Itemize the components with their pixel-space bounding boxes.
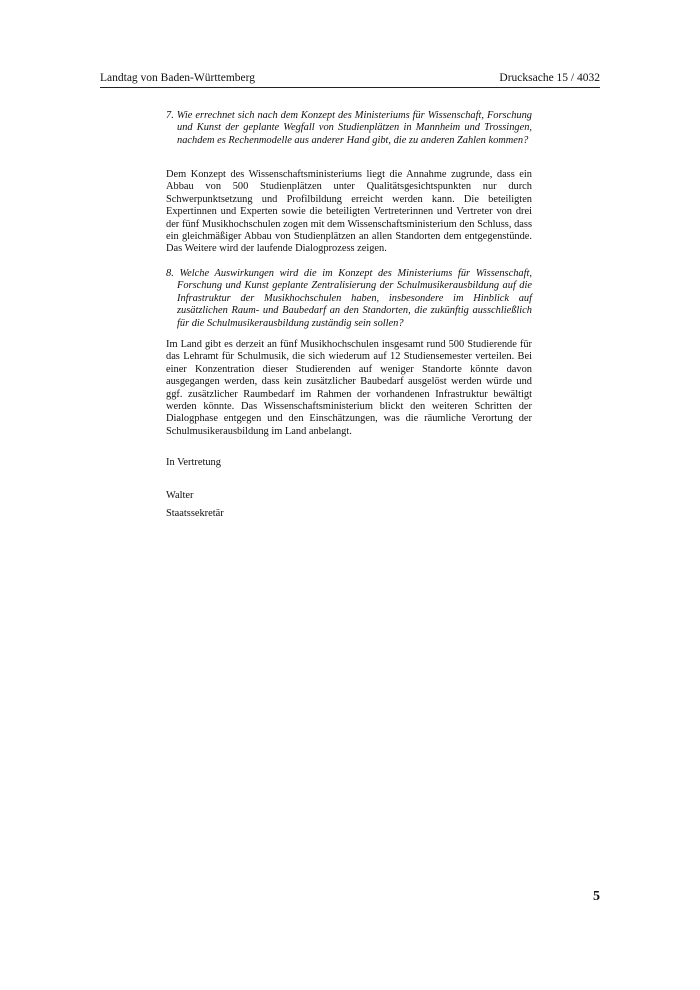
header-parliament: Landtag von Baden-Württemberg (100, 72, 255, 84)
page-number: 5 (593, 889, 600, 904)
page-header (100, 71, 600, 88)
question-7-text: Wie errechnet sich nach dem Konzept des Ministeriums für Wissenschaft, Forschung und Kunst der geplante Wegfall von Studienplätzen in Mannheim und Trossingen, nachdem es Rechenmodelle aus anderer Hand gibt, die zu anderen Zahlen kommen? (176, 110, 532, 146)
header-document-number: Drucksache 15 / 4032 (499, 72, 600, 84)
question-8-text: Welche Auswirkungen wird die im Konzept des Ministeriums für Wissenschaft, Forschung und Kunst geplante Zentralisierung der Schulmusikerausbildung auf die Infrastruktur der Musikhochschulen haben, insbesondere im Hinblick auf zusätzlichen Raum- und Baubedarf an den Standorten, die zukünftig ausschließlich für die Schulmusikerausbildung zuständig sein sollen? (177, 268, 532, 329)
answer-8: Im Land gibt es derzeit an fünf Musikhochschulen insgesamt rund 500 Studierende für das Lehramt für Schulmusik, die sich wiederum auf 12 Studiensemester verteilen. Bei einer Konzentration dieser Studierenden auf weniger Standorte könnte davon ausgegangen werden, dass kein zusätzlicher Baubedarf ausgelöst werden würde und ggf. zusätzlicher Raumbedarf im Rahmen der vorhandenen Infrastruktur bewältigt werden könnte. Das Wissenschaftsministerium blickt den weiteren Schritten der Dialogphase entgegen und den Einschätzungen, was die räumliche Verortung der Schulmusikerausbildung im Land anbelangt. (166, 339, 532, 437)
signatory-title: Staatssekretär (166, 508, 224, 519)
question-7 (166, 110, 532, 147)
question-8-number: 8. (166, 268, 174, 279)
answer-7: Dem Konzept des Wissenschaftsministeriums liegt die Annahme zugrunde, dass ein Abbau von 500 Studienplätzen unter Qualitätsgesichtspunkten nur durch Schwerpunktsetzung und Profilbildung erreicht werden kann. Die beteiligten Expertinnen und Experten sowie die beteiligten Vertreterinnen und Vertreter von drei der fünf Musikhochschulen zogen mit dem Wissenschaftsministerium den Schluss, dass ein gleichmäßiger Abbau von Studienplätzen an allen Standorten dem entgegenstünde. Das Weitere wird der laufende Dialogprozess zeigen. (166, 169, 532, 255)
signatory-name: Walter (166, 490, 194, 501)
question-7-number: 7. (166, 110, 174, 121)
question-8 (166, 268, 532, 330)
closing-representation: In Vertretung (166, 457, 221, 468)
